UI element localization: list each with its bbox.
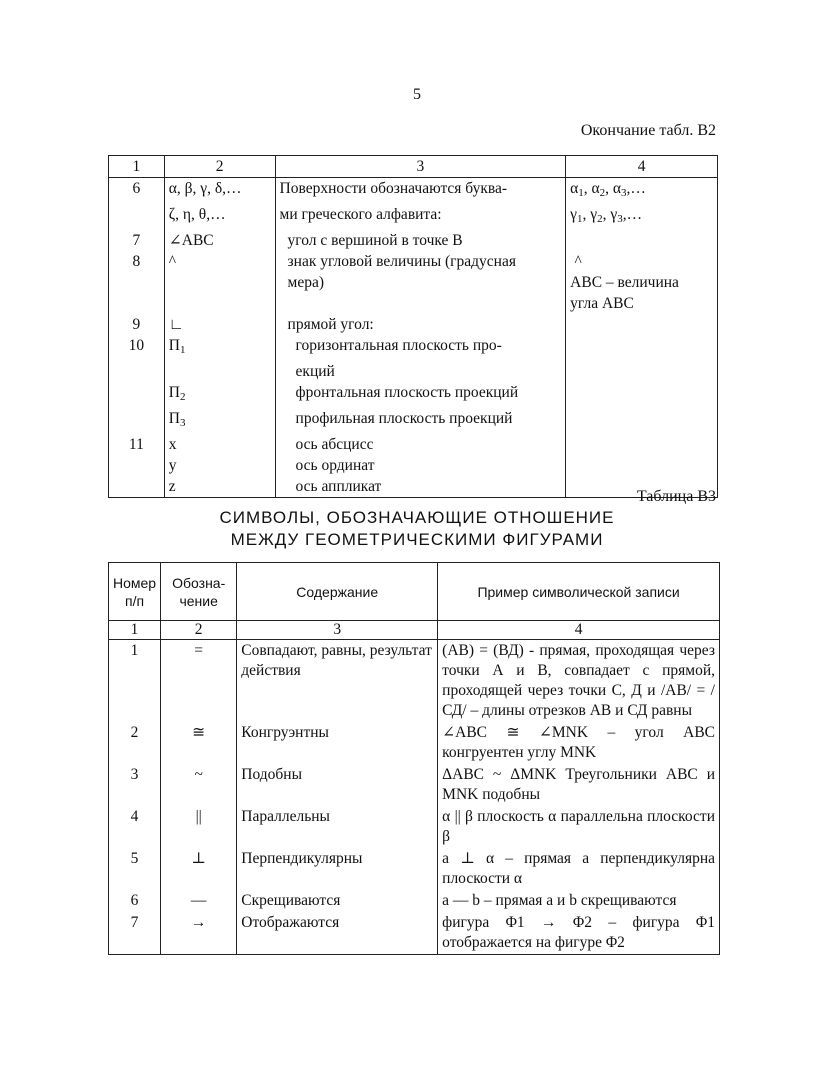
symbol-cell: x xyxy=(164,434,275,455)
column-number: 3 xyxy=(237,621,438,640)
content-cell: прямой угол: xyxy=(275,314,566,335)
symbol-cell: y xyxy=(164,455,275,476)
row-number: 1 xyxy=(109,640,161,723)
content-cell: Параллельны xyxy=(237,806,438,848)
example-cell xyxy=(566,361,718,382)
row-number: 2 xyxy=(109,722,161,764)
symbol-cell: ∟ xyxy=(164,314,275,335)
symbol-cell xyxy=(164,293,275,314)
table-row xyxy=(109,912,720,955)
column-header: 1 xyxy=(109,156,165,178)
symbol-cell: → xyxy=(161,912,237,955)
symbol-cell: — xyxy=(161,890,237,912)
content-cell: ось аппликат xyxy=(275,476,566,498)
row-number: 11 xyxy=(109,434,165,455)
row-number: 8 xyxy=(109,251,165,272)
table-row xyxy=(109,314,718,335)
example-cell xyxy=(566,314,718,335)
row-number: 6 xyxy=(109,890,161,912)
content-cell: профильная плоскость проекций xyxy=(275,408,566,434)
example-cell: α || β плоскость α параллельна плоскости β xyxy=(438,806,720,848)
symbol-cell: ∠ABC xyxy=(164,230,275,251)
table-row xyxy=(109,764,720,806)
example-cell xyxy=(566,251,718,272)
example-cell: a ⊥ α – прямая а перпендикулярна плоскости α xyxy=(438,848,720,890)
row-number: 10 xyxy=(109,335,165,361)
example-cell xyxy=(566,434,718,455)
example-cell: ΔABC ~ ΔMNK Треугольники АВС и MNK подобны xyxy=(438,764,720,806)
column-number: 2 xyxy=(161,621,237,640)
table-row xyxy=(109,204,718,230)
content-cell: екций xyxy=(275,361,566,382)
angle-sign: ^ xyxy=(574,253,582,270)
content-cell: Скрещиваются xyxy=(237,890,438,912)
table-row xyxy=(109,361,718,382)
table-title-line2: МЕЖДУ ГЕОМЕТРИЧЕСКИМИ ФИГУРАМИ xyxy=(230,530,604,549)
content-cell: ми греческого алфавита: xyxy=(275,204,566,230)
row-number: 9 xyxy=(109,314,165,335)
symbol-cell xyxy=(164,361,275,382)
content-cell: Совпадают, равны, результат действия xyxy=(237,640,438,723)
row-number: 6 xyxy=(109,178,165,205)
example-cell: a — b – прямая а и b скрещиваются xyxy=(438,890,720,912)
symbol-cell: z xyxy=(164,476,275,498)
table-row xyxy=(109,640,720,723)
content-cell: Конгруэнтны xyxy=(237,722,438,764)
table-b2-continuation xyxy=(108,155,718,498)
table-row xyxy=(109,848,720,890)
symbol-cell: $П_1$ xyxy=(164,335,275,361)
symbol-cell: ~ xyxy=(161,764,237,806)
row-number: 5 xyxy=(109,848,161,890)
column-header: 3 xyxy=(275,156,566,178)
row-number: 7 xyxy=(109,230,165,251)
example-cell xyxy=(566,382,718,408)
table-row xyxy=(109,890,720,912)
table-title-line1: СИМВОЛЫ, ОБОЗНАЧАЮЩИЕ ОТНОШЕНИЕ xyxy=(219,508,615,527)
symbol-cell: α, β, γ, δ,… xyxy=(164,178,275,205)
content-cell: угол с вершиной в точке В xyxy=(275,230,566,251)
table-row xyxy=(109,251,718,272)
table-row xyxy=(109,230,718,251)
example-cell xyxy=(566,455,718,476)
table-row xyxy=(109,293,718,314)
table-row xyxy=(109,272,718,293)
symbol-cell: ≅ xyxy=(161,722,237,764)
row-number xyxy=(109,476,165,498)
symbol-cell: || xyxy=(161,806,237,848)
content-cell: ось абсцисс xyxy=(275,434,566,455)
table-row xyxy=(109,455,718,476)
column-header: 4 xyxy=(566,156,718,178)
table-b3-label: Таблица В3 xyxy=(636,488,716,505)
column-number: 4 xyxy=(438,621,720,640)
row-number: 7 xyxy=(109,912,161,955)
content-cell: знак угловой величины (градусная xyxy=(275,251,566,272)
example-cell xyxy=(566,408,718,434)
table-header-row xyxy=(109,156,718,178)
example-cell: угла АВС xyxy=(566,293,718,314)
example-cell: фигура Φ1 → Φ2 – фигура Φ1 отображается на фигуре Φ2 xyxy=(438,912,720,955)
example-cell xyxy=(566,230,718,251)
content-cell: горизонтальная плоскость про- xyxy=(275,335,566,361)
symbol-cell: $П_3$ xyxy=(164,408,275,434)
content-cell: Отображаются xyxy=(237,912,438,955)
table-row xyxy=(109,722,720,764)
table-row xyxy=(109,335,718,361)
content-cell: Подобны xyxy=(237,764,438,806)
content-cell: мера) xyxy=(275,272,566,293)
table-row xyxy=(109,806,720,848)
column-header-content: Содержание xyxy=(237,563,438,621)
continuation-label: Окончание табл. В2 xyxy=(580,122,716,139)
symbol-cell: ^ xyxy=(164,251,275,272)
row-number xyxy=(109,382,165,408)
table-row xyxy=(109,408,718,434)
column-header-example: Пример символической записи xyxy=(438,563,720,621)
content-cell: ось ординат xyxy=(275,455,566,476)
column-header: 2 xyxy=(164,156,275,178)
content-cell: Перпендикулярны xyxy=(237,848,438,890)
page-number: 5 xyxy=(413,86,421,103)
content-cell: фронтальная плоскость проекций xyxy=(275,382,566,408)
content-cell xyxy=(275,293,566,314)
content-cell: Поверхности обозначаются буква- xyxy=(275,178,566,205)
row-number: 4 xyxy=(109,806,161,848)
row-number xyxy=(109,361,165,382)
table-row xyxy=(109,382,718,408)
example-cell: (АВ) = (ВД) - прямая, проходящая через точки А и В, совпадает с прямой, проходящей через точки С, Д и /АВ/ = /СД/ – длины отрезков АВ и СД равны xyxy=(438,640,720,723)
symbol-cell: ⊥ xyxy=(161,848,237,890)
table-row xyxy=(109,434,718,455)
table-row xyxy=(109,178,718,205)
row-number xyxy=(109,272,165,293)
example-cell: $\gamma_1$, $\gamma_2$, $\gamma_3,\dots$ xyxy=(566,204,718,230)
column-header-symbol: Обозна-чение xyxy=(161,563,237,621)
row-number xyxy=(109,408,165,434)
example-cell: АВС – величина xyxy=(566,272,718,293)
symbol-cell: = xyxy=(161,640,237,723)
symbol-cell: $П_2$ xyxy=(164,382,275,408)
row-number xyxy=(109,455,165,476)
column-header-number: Номер п/п xyxy=(109,563,161,621)
table-b3 xyxy=(108,562,720,955)
table-header-row xyxy=(109,563,720,621)
example-cell: $\alpha_1$, $\alpha_2$, $\alpha_3,\dots$ xyxy=(566,178,718,205)
column-number-row xyxy=(109,621,720,640)
row-number: 3 xyxy=(109,764,161,806)
column-number: 1 xyxy=(109,621,161,640)
symbol-cell xyxy=(164,272,275,293)
example-cell: ∠ABC ≅ ∠MNK – угол АВС конгруентен углу MNK xyxy=(438,722,720,764)
symbol-cell: ζ, η, θ,… xyxy=(164,204,275,230)
row-number xyxy=(109,293,165,314)
row-number xyxy=(109,204,165,230)
example-cell xyxy=(566,335,718,361)
